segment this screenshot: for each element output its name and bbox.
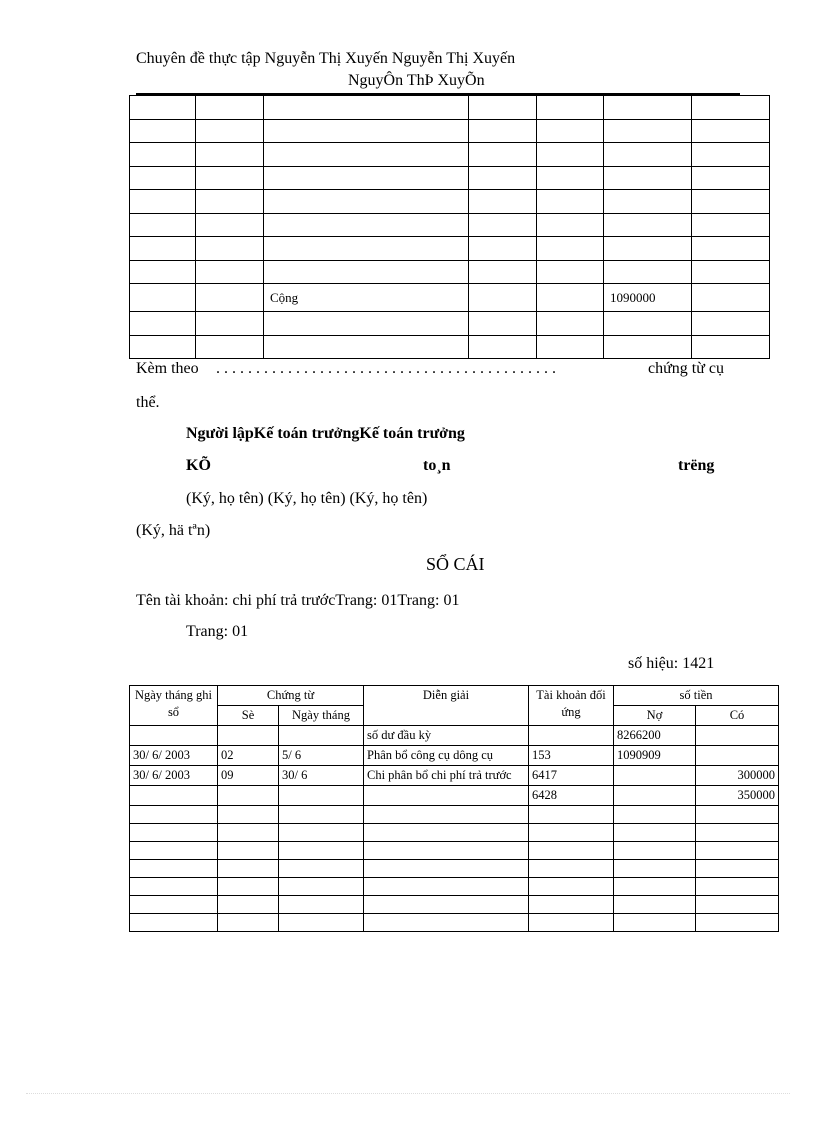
table-row: 30/ 6/ 2003 02 5/ 6 Phân bổ công cụ dông cụ 153 1090909 — [130, 746, 779, 766]
signature-line: (Ký, họ tên) (Ký, họ tên) (Ký, họ tên) — [186, 490, 428, 507]
table-row — [130, 260, 770, 284]
page-footer-rule — [26, 1093, 790, 1094]
table-row: 6428 350000 — [130, 786, 779, 806]
header-line-1: Chuyên đề thực tập Nguyễn Thị Xuyến Nguyễn Thị Xuyến — [136, 50, 516, 67]
ledger-account-line: Tên tài khoản: chi phí trả trướcTrang: 01Trang: 01 — [136, 592, 460, 609]
attachment-prefix: Kèm theo — [136, 360, 199, 377]
table-row — [130, 806, 779, 824]
table-row — [130, 190, 770, 214]
ledger-title: SỔ CÁI — [426, 554, 485, 574]
table-row — [130, 96, 770, 120]
signature-garbled-3: trëng — [678, 457, 715, 474]
header-date: Ngày tháng ghi sổ — [130, 686, 218, 726]
table-row — [130, 237, 770, 261]
table-row — [130, 878, 779, 896]
total-value: 1090000 — [604, 284, 692, 312]
header-voucher: Chứng từ — [218, 686, 364, 706]
table-row: 30/ 6/ 2003 09 30/ 6 Chi phân bổ chi phí trả trước 6417 300000 — [130, 766, 779, 786]
table-row — [130, 166, 770, 190]
ledger-table — [129, 685, 779, 932]
table-row — [130, 119, 770, 143]
total-row — [130, 284, 770, 312]
table-row — [130, 842, 779, 860]
table-row — [130, 335, 770, 359]
header-description: Diễn giải — [364, 686, 529, 726]
table-row — [130, 143, 770, 167]
signature-garbled-line: (Ký, hä tªn) — [136, 522, 211, 539]
ledger-account-no: số hiệu: 1421 — [628, 655, 715, 672]
attachment-dots: . . . . . . . . . . . . . . . . . . . . . . . . . . . . . . . . . . . . . . . . . . . — [216, 360, 556, 377]
header-debit: Nợ — [614, 706, 696, 726]
ledger-page-line: Trang: 01 — [186, 623, 249, 640]
table-row — [130, 860, 779, 878]
table-row — [130, 896, 779, 914]
signature-garbled-1: KÕ — [186, 457, 211, 474]
journal-table — [129, 95, 770, 359]
table-row — [130, 914, 779, 932]
attachment-suffix-2: thể. — [136, 394, 160, 411]
table-row — [130, 213, 770, 237]
signature-roles: Người lậpKế toán trưởngKế toán trưởng — [186, 425, 465, 442]
total-label: Cộng — [264, 284, 469, 312]
table-row: số dư đầu kỳ 8266200 — [130, 726, 779, 746]
header-amount: số tiền — [614, 686, 779, 706]
signature-garbled-2: to¸n — [423, 457, 451, 474]
ledger-header-row-1 — [130, 686, 779, 706]
header-credit: Có — [696, 706, 779, 726]
attachment-suffix: chứng từ cụ — [648, 360, 724, 377]
header-counter-account: Tài khoản đối ứng — [529, 686, 614, 726]
table-row — [130, 312, 770, 336]
header-voucher-date: Ngày tháng — [279, 706, 364, 726]
table-row — [130, 824, 779, 842]
header-line-2: NguyÔn ThÞ XuyÕn — [348, 72, 485, 89]
header-voucher-no: Sè — [218, 706, 279, 726]
